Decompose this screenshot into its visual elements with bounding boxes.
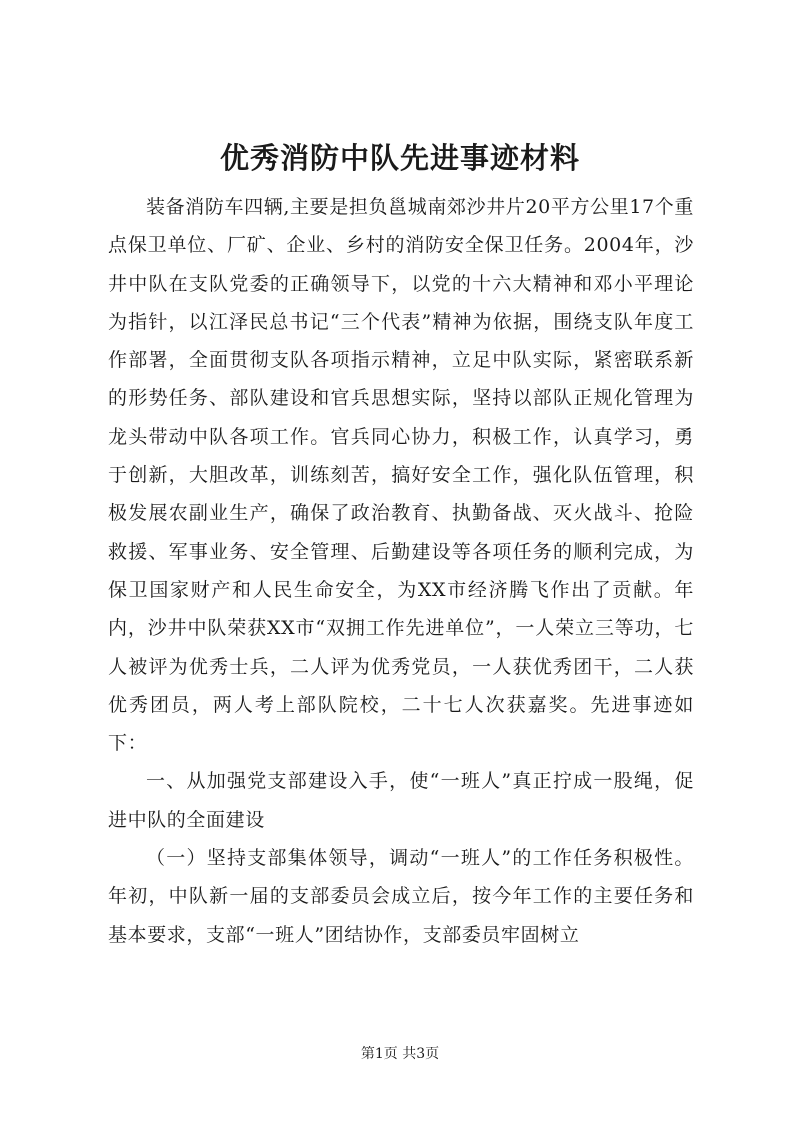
paragraph-subsection: （一）坚持支部集体领导，调动“一班人”的工作任务积极性。年初，中队新一届的支部委员会成立后，按今年工作的主要任务和基本要求，支部“一班人”团结协作，支部委员牢固树立: [108, 847, 694, 946]
paragraph-section-heading: 一、从加强党支部建设入手，使“一班人”真正拧成一股绳，促进中队的全面建设: [108, 770, 694, 831]
document-title: 优秀消防中队先进事迹材料: [219, 141, 580, 175]
page-footer: 第1页 共3页: [360, 1046, 440, 1062]
document-body: [108, 188, 694, 954]
paragraph-intro: 装备消防车四辆,主要是担负邕城南郊沙井片20平方公里17个重点保卫单位、厂矿、企业、乡村的消防安全保卫任务。2004年，沙井中队在支队党委的正确领导下，以党的十六大精神和邓小平理论为指针，以江泽民总书记“三个代表”精神为依据，围绕支队年度工作部署，全面贯彻支队各项指示精神，立足中队实际，紧密联系新的形势任务、部队建设和官兵思想实际，坚持以部队正规化管理为龙头带动中队各项工作。官兵同心协力，积极工作，认真学习，勇于创新，大胆改革，训练刻苦，搞好安全工作，强化队伍管理，积极发展农副业生产，确保了政治教育、执勤备战、灭火战斗、抢险救援、军事业务、安全管理、后勤建设等各项任务的顺利完成，为保卫国家财产和人民生命安全，为XX市经济腾飞作出了贡献。年内，沙井中队荣获XX市“双拥工作先进单位”，一人荣立三等功，七人被评为优秀士兵，二人评为优秀党员，一人获优秀团干，二人获优秀团员，两人考上部队院校，二十七人次获嘉奖。先进事迹如下：: [108, 196, 694, 755]
